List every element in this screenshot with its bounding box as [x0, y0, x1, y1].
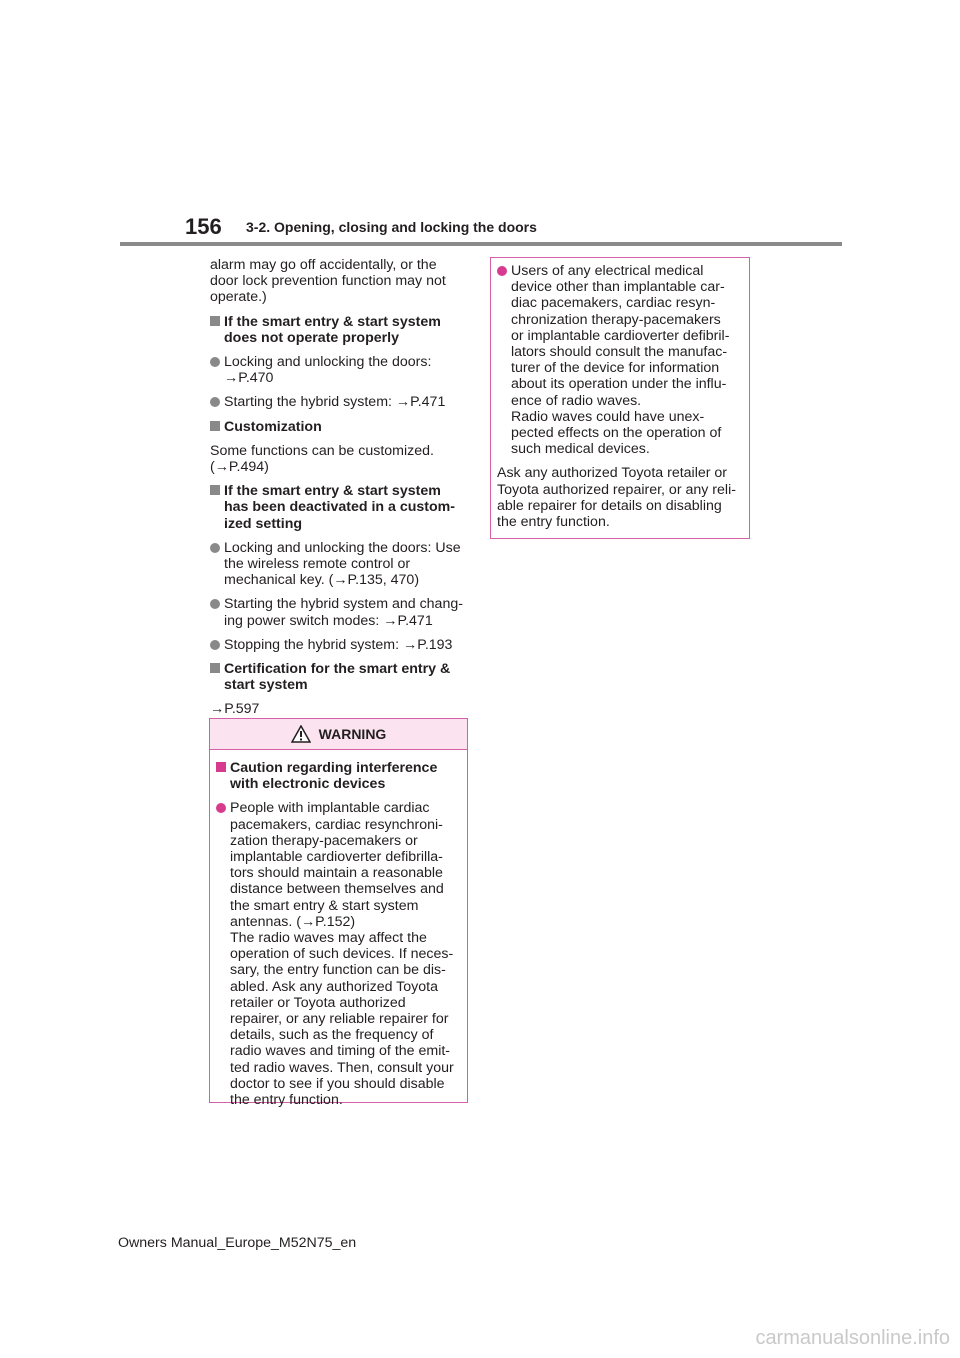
circle-bullet-icon [216, 803, 226, 813]
heading-certification [210, 661, 472, 693]
circle-bullet-icon [210, 357, 220, 367]
warning-header [210, 719, 467, 750]
page-number: 156 [185, 214, 222, 239]
warning-body [210, 750, 467, 1108]
heading-text: If the smart entry & start system does not operate properly [224, 313, 441, 346]
watermark: carmanualsonline.info [755, 1327, 950, 1349]
heading-text: Certification for the smart entry & start system [224, 661, 451, 694]
list-item-text: Starting the hybrid system and chang- ing power switch modes: →P.471 [224, 596, 463, 629]
circle-bullet-icon [210, 640, 220, 650]
heading-not-operate [210, 314, 472, 346]
header-divider [120, 242, 842, 246]
warning-box [209, 718, 468, 1109]
list-item [210, 354, 472, 386]
warning-heading [216, 760, 457, 792]
customization-text: Some functions can be customized. (→P.494) [210, 442, 434, 476]
square-bullet-icon [216, 762, 226, 772]
circle-bullet-icon [210, 543, 220, 553]
left-column [210, 257, 472, 726]
list-item [210, 637, 472, 653]
list-item [497, 263, 743, 457]
warning-title: WARNING [318, 725, 387, 742]
list-item [210, 394, 472, 410]
circle-bullet-icon [497, 266, 507, 276]
certification-reference: →P.597 [210, 701, 260, 718]
heading-deactivated [210, 483, 472, 532]
footer-label: Owners Manual_Europe_M52N75_en [118, 1235, 357, 1251]
right-box-text: Ask any authorized Toyota retailer or Toyota authorized repairer, or any reli- able repairer for details on disabling the entry function. [497, 465, 736, 531]
list-item-text: Starting the hybrid system: →P.471 [224, 394, 446, 411]
heading-text: Customization [224, 418, 322, 435]
warning-continuation-box [490, 257, 750, 539]
list-item [210, 596, 472, 628]
intro-text: alarm may go off accidentally, or the door lock prevention function may not operate.) [210, 257, 446, 306]
heading-text: Caution regarding interference with electronic devices [230, 760, 438, 793]
list-item-text: Locking and unlocking the doors: →P.470 [224, 354, 432, 387]
square-bullet-icon [210, 485, 220, 495]
list-item-text: Locking and unlocking the doors: Use the wireless remote control or mechanical key. (→P.135, 470) [224, 539, 461, 589]
heading-customization [210, 419, 472, 435]
square-bullet-icon [210, 421, 220, 431]
list-item [210, 540, 472, 589]
square-bullet-icon [210, 663, 220, 673]
list-item-text: Stopping the hybrid system: →P.193 [224, 636, 453, 653]
circle-bullet-icon [210, 397, 220, 407]
section-title: 3-2. Opening, closing and locking the doors [246, 219, 537, 235]
square-bullet-icon [210, 316, 220, 326]
list-item-text: People with implantable cardiac pacemakers, cardiac resynchroni- zation therapy-pacemakers or implantable cardioverter defibrilla- tors should maintain a reasonable distance between themselves and the smart entry & start system antennas. (→P.152) The radio waves may affect the operation of such devices. If neces- sary, the entry function can be dis- abled. Ask any authorized Toyota retailer or Toyota authorized repairer, or any reliable repairer for details, such as the frequency of radio waves and timing of the emit- ted radio waves. Then, consult your doctor to see if you should disable the entry function. [230, 800, 454, 1109]
list-item-text: Users of any electrical medical device other than implantable car- diac pacemakers, cardiac resyn- chronization therapy-pacemakers or implantable cardioverter defibril- lators should consult the manufac- turer of the device for information about its operation under the influ- ence of radio waves. Radio waves could have unex- pected effects on the operation of such medical devices. [511, 263, 730, 458]
heading-text: If the smart entry & start system has been deactivated in a custom- ized setting [224, 483, 456, 532]
circle-bullet-icon [210, 599, 220, 609]
list-item [216, 800, 457, 1108]
warning-triangle-icon [291, 725, 311, 743]
